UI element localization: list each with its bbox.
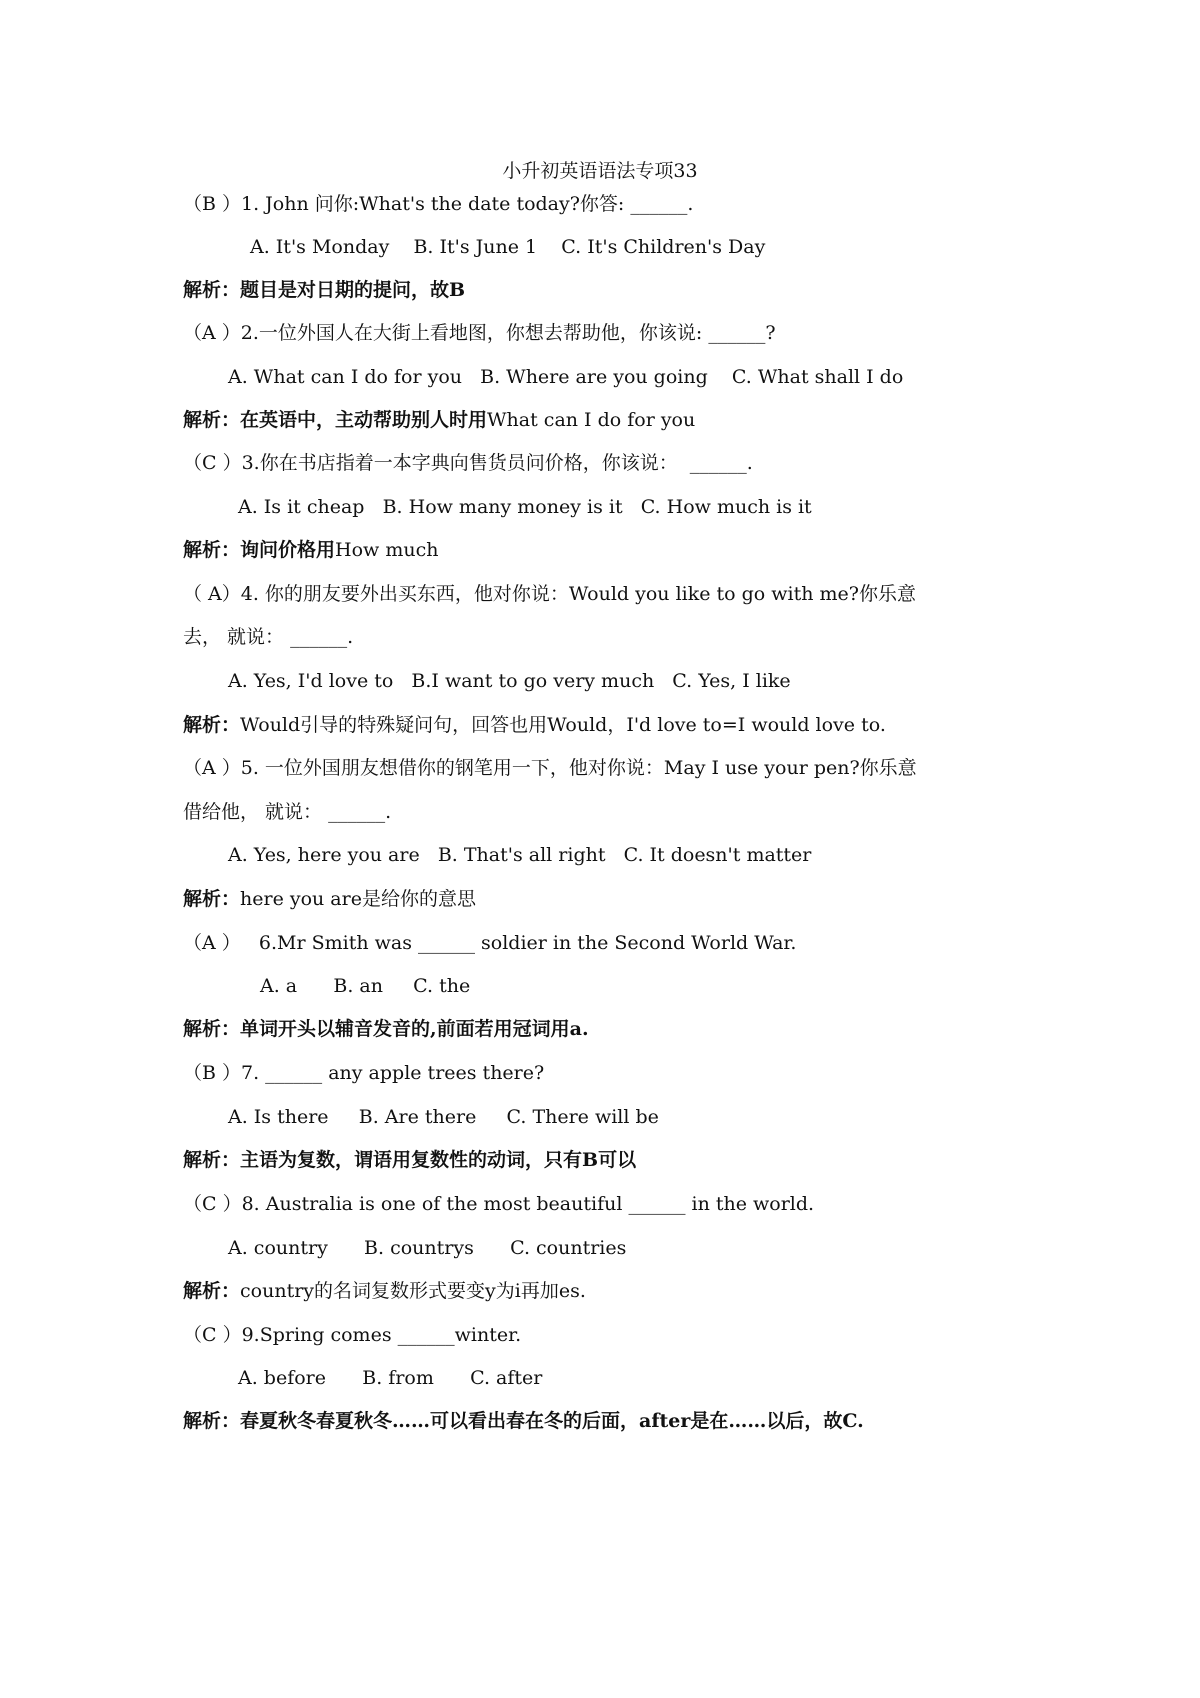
explanation-text-plain: How much — [335, 539, 439, 561]
question-7-options: A. Is there B. Are there C. There will be — [228, 1106, 659, 1128]
analysis-label: 解析： — [183, 714, 241, 736]
question-3-explanation — [183, 535, 438, 565]
question-1: （B ）1. John 问你:What's the date today?你答: ______. — [183, 193, 694, 215]
page-title: 小升初英语语法专项33 — [502, 160, 698, 182]
explanation-text: 在英语中，主动帮助别人时用 — [240, 409, 488, 431]
explanation-text: 题目是对日期的提问，故B — [240, 279, 466, 301]
analysis-label: 解析： — [183, 888, 241, 910]
explanation-text: 主语为复数，谓语用复数性的动词，只有B可以 — [240, 1149, 637, 1171]
explanation-text: here you are是给你的意思 — [240, 888, 476, 910]
question-5-options: A. Yes, here you are B. That's all right C. It doesn't matter — [228, 844, 812, 866]
analysis-label: 解析： — [183, 1018, 241, 1040]
question-1-explanation — [183, 275, 465, 305]
analysis-label: 解析： — [183, 539, 241, 561]
question-7-explanation — [183, 1145, 636, 1175]
explanation-text: 询问价格用 — [240, 539, 336, 561]
question-5-continued: 借给他， 就说： ______. — [183, 801, 392, 823]
question-2-explanation — [183, 405, 695, 435]
question-6: （A ） 6.Mr Smith was ______ soldier in the Second World War. — [183, 932, 797, 954]
question-4-continued: 去， 就说： ______. — [183, 626, 354, 648]
explanation-text: 单词开头以辅音发音的,前面若用冠词用a. — [240, 1018, 589, 1040]
question-5: （A ）5. 一位外国朋友想借你的钢笔用一下，他对你说：May I use your pen?你乐意 — [183, 757, 917, 779]
question-7: （B ）7. ______ any apple trees there? — [183, 1062, 545, 1084]
explanation-text: 春夏秋冬春夏秋冬……可以看出春在冬的后面，after是在……以后，故C. — [240, 1410, 864, 1432]
explanation-text-plain: What can I do for you — [487, 409, 696, 431]
analysis-label: 解析： — [183, 1410, 241, 1432]
analysis-label: 解析： — [183, 1149, 241, 1171]
question-2: （A ）2.一位外国人在大街上看地图，你想去帮助他，你该说: ______? — [183, 322, 776, 344]
question-1-options: A. It's Monday B. It's June 1 C. It's Children's Day — [250, 236, 766, 258]
analysis-label: 解析： — [183, 1280, 241, 1302]
question-9-options: A. before B. from C. after — [238, 1367, 543, 1389]
question-8-explanation — [183, 1276, 586, 1306]
question-8: （C ）8. Australia is one of the most beautiful ______ in the world. — [183, 1193, 815, 1215]
question-4-explanation — [183, 710, 886, 740]
question-5-explanation — [183, 884, 476, 914]
question-9-explanation — [183, 1406, 864, 1436]
question-8-options: A. country B. countrys C. countries — [228, 1237, 627, 1259]
question-3: （C ）3.你在书店指着一本字典向售货员问价格，你该说： ______. — [183, 452, 753, 474]
explanation-text: Would引导的特殊疑问句，回答也用Would，I'd love to=I would love to. — [240, 714, 886, 736]
question-4: （ A）4. 你的朋友要外出买东西，他对你说：Would you like to go with me?你乐意 — [183, 583, 916, 605]
question-6-options: A. a B. an C. the — [260, 975, 471, 997]
question-3-options: A. Is it cheap B. How many money is it C. How much is it — [238, 496, 812, 518]
analysis-label: 解析： — [183, 409, 241, 431]
analysis-label: 解析： — [183, 279, 241, 301]
question-2-options: A. What can I do for you B. Where are you going C. What shall I do — [228, 366, 904, 388]
question-4-options: A. Yes, I'd love to B.I want to go very much C. Yes, I like — [228, 670, 791, 692]
question-6-explanation — [183, 1014, 589, 1044]
explanation-text: country的名词复数形式要变y为i再加es. — [240, 1280, 586, 1302]
question-9: （C ）9.Spring comes ______winter. — [183, 1324, 522, 1346]
